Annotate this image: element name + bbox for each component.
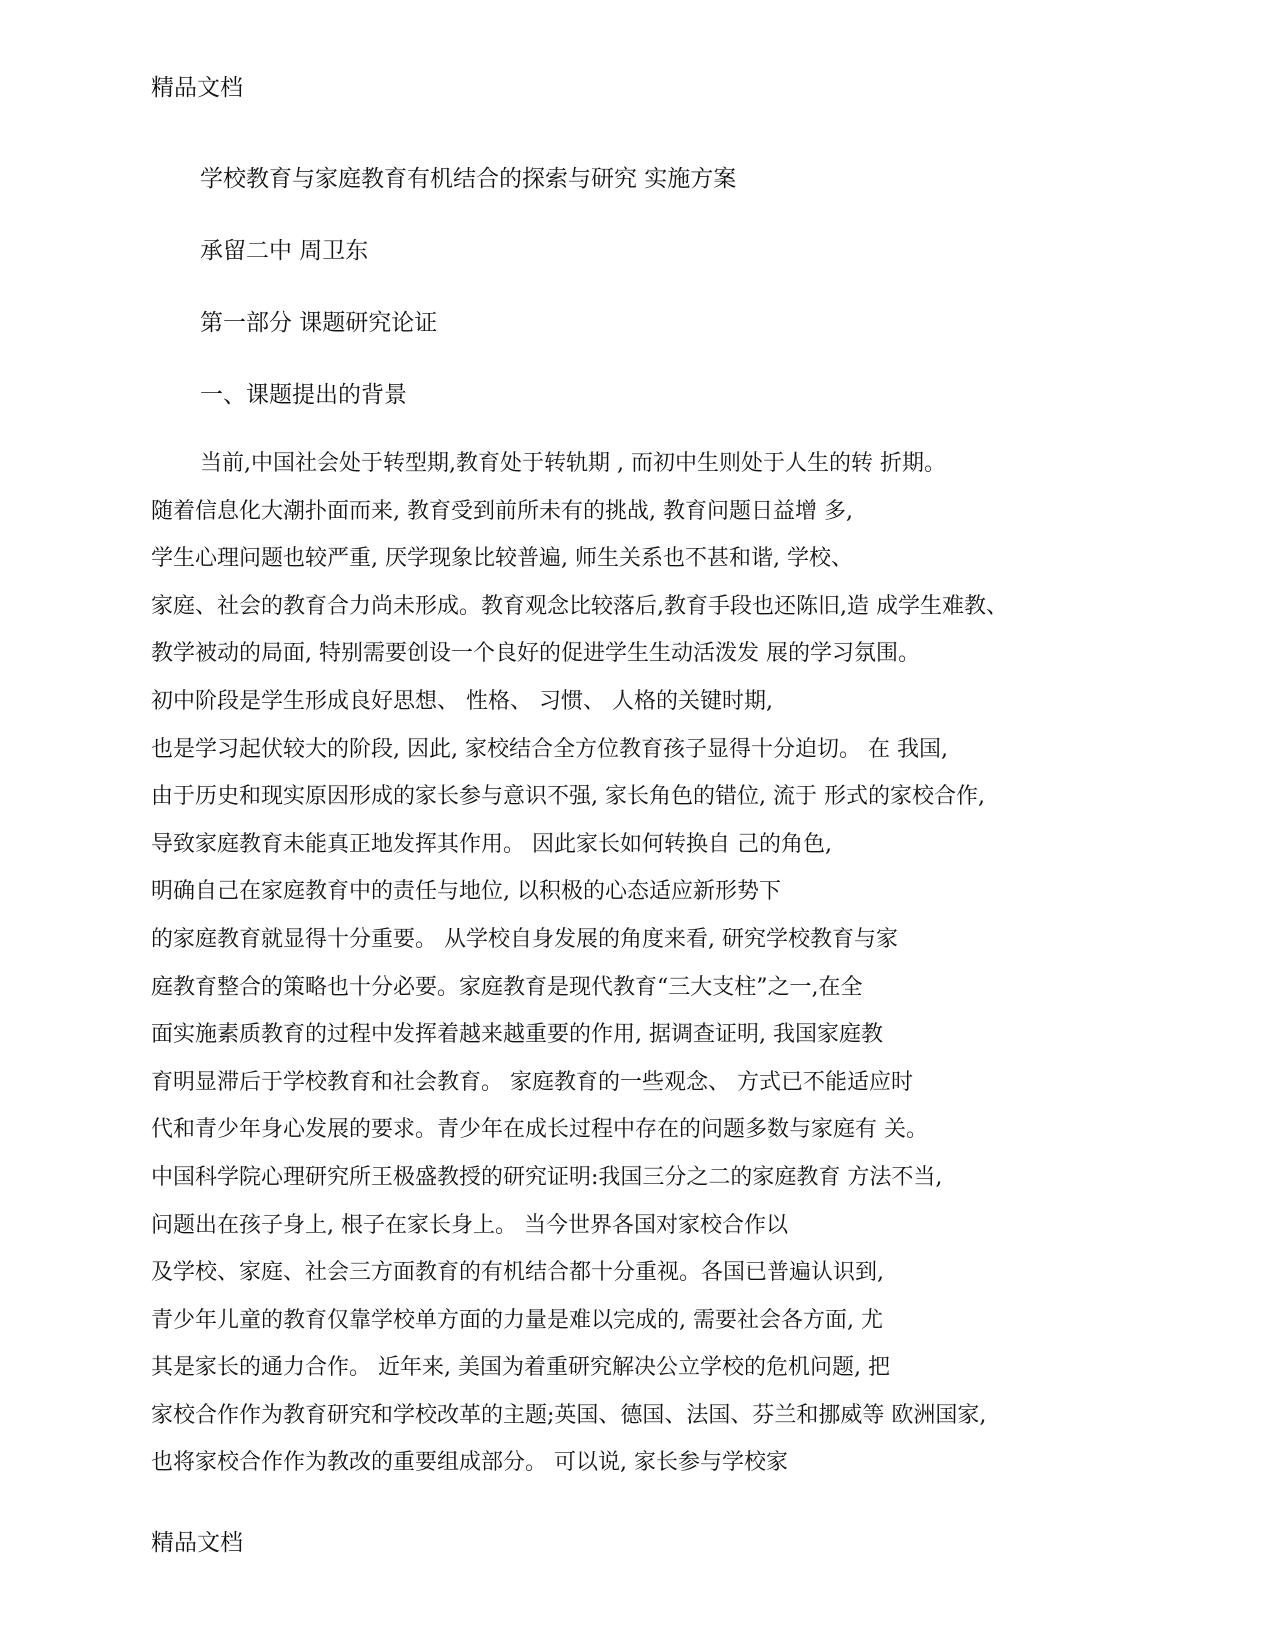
paragraph-line: 初中阶段是学生形成良好思想、 性格、 习惯、 人格的关键时期, [151, 688, 773, 714]
paragraph-line: 也将家校合作作为教改的重要组成部分。 可以说, 家长参与学校家 [151, 1450, 788, 1476]
paragraph-line: 青少年儿童的教育仅靠学校单方面的力量是难以完成的, 需要社会各方面, 尤 [151, 1307, 883, 1333]
paragraph-line: 学生心理问题也较严重, 厌学现象比较普遍, 师生关系也不甚和谐, 学校、 [151, 546, 853, 572]
paragraph-line: 明确自己在家庭教育中的责任与地位, 以积极的心态适应新形势下 [151, 879, 781, 905]
document-author: 承留二中 周卫东 [200, 238, 369, 264]
paragraph-line: 教学被动的局面, 特别需要创设一个良好的促进学生生动活泼发 展的学习氛围。 [151, 641, 920, 667]
part-heading: 第一部分 课题研究论证 [200, 310, 438, 336]
paragraph-line: 庭教育整合的策略也十分必要。家庭教育是现代教育“三大支柱”之一,在全 [151, 974, 863, 1000]
paragraph-line: 问题出在孩子身上, 根子在家长身上。 当今世界各国对家校合作以 [151, 1212, 788, 1238]
paragraph-line: 导致家庭教育未能真正地发挥其作用。 因此家长如何转换自 己的角色, [151, 831, 832, 857]
paragraph-line: 中国科学院心理研究所王极盛教授的研究证明:我国三分之二的家庭教育 方法不当, [151, 1164, 943, 1190]
paragraph-line: 代和青少年身心发展的要求。青少年在成长过程中存在的问题多数与家庭有 关。 [151, 1117, 928, 1143]
paragraph-line: 随着信息化大潮扑面而来, 教育受到前所未有的挑战, 教育问题日益增 多, [151, 498, 853, 524]
paragraph-line: 的家庭教育就显得十分重要。 从学校自身发展的角度来看, 研究学校教育与家 [151, 926, 898, 952]
paragraph-line: 面实施素质教育的过程中发挥着越来越重要的作用, 据调查证明, 我国家庭教 [151, 1022, 883, 1048]
page-header-mark: 精品文档 [151, 75, 243, 101]
paragraph-line: 家庭、社会的教育合力尚未形成。教育观念比较落后,教育手段也还陈旧,造 成学生难教、 [151, 593, 1008, 619]
paragraph-line: 其是家长的通力合作。 近年来, 美国为着重研究解决公立学校的危机问题, 把 [151, 1355, 890, 1381]
paragraph-line: 育明显滞后于学校教育和社会教育。 家庭教育的一些观念、 方式已不能适应时 [151, 1069, 913, 1095]
paragraph-line: 当前,中国社会处于转型期,教育处于转轨期 , 而初中生则处于人生的转 折期。 [200, 451, 946, 476]
section-heading: 一、课题提出的背景 [200, 382, 407, 408]
body-paragraph [151, 449, 1151, 1496]
paragraph-line: 由于历史和现实原因形成的家长参与意识不强, 家长角色的错位, 流于 形式的家校合作, [151, 784, 985, 810]
paragraph-line: 及学校、家庭、社会三方面教育的有机结合都十分重视。各国已普遍认识到, [151, 1260, 884, 1286]
document-title: 学校教育与家庭教育有机结合的探索与研究 实施方案 [200, 166, 737, 192]
paragraph-line: 也是学习起伏较大的阶段, 因此, 家校结合全方位教育孩子显得十分迫切。 在 我国, [151, 736, 948, 762]
paragraph-line: 家校合作作为教育研究和学校改革的主题;英国、德国、法国、芬兰和挪威等 欧洲国家, [151, 1402, 987, 1428]
page-footer-mark: 精品文档 [151, 1530, 243, 1556]
